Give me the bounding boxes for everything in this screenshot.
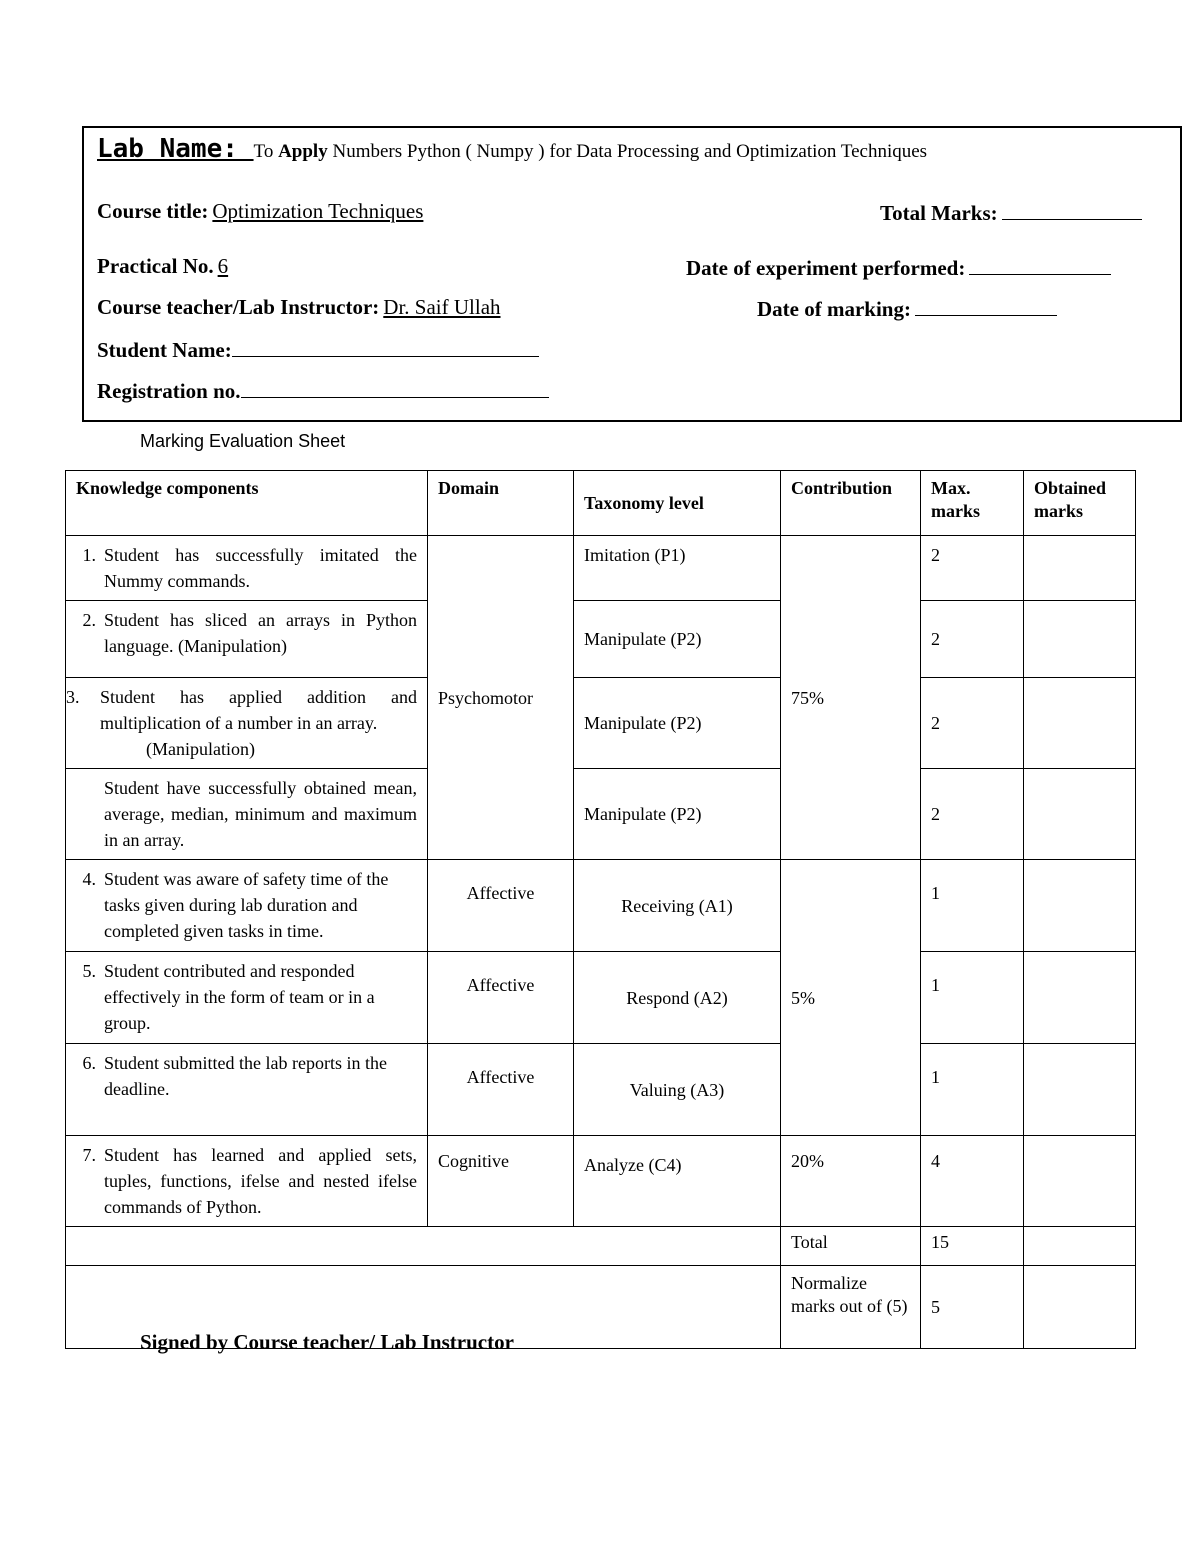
lab-name-line (97, 134, 927, 164)
total-value: 15 (921, 1227, 1024, 1266)
table-header-row (66, 471, 1136, 536)
total-marks-line (880, 199, 1142, 226)
registration-label: Registration no. (97, 379, 241, 403)
row-number: 7. (82, 1145, 96, 1165)
taxonomy-cell: Manipulate (P2) (574, 678, 781, 769)
row-text: Student has learned and applied sets, tuples, functions, ifelse and nested ifelse commands of Python. (104, 1145, 417, 1217)
domain-cell: Affective (428, 860, 574, 952)
table-row (66, 1136, 1136, 1227)
table-row (66, 536, 1136, 601)
obtained-marks-cell[interactable] (1024, 1136, 1136, 1227)
teacher-label: Course teacher/Lab Instructor: (97, 295, 380, 319)
row-text-extra: (Manipulation) (146, 739, 255, 759)
total-row (66, 1227, 1136, 1266)
practical-no-line (97, 254, 228, 279)
date-marking-blank[interactable] (915, 295, 1057, 316)
total-marks-label: Total Marks: (880, 201, 998, 225)
row-text: Student has applied addition and multiplication of a number in an array. (100, 687, 417, 733)
table-row (66, 952, 1136, 1044)
taxonomy-cell: Valuing (A3) (574, 1044, 781, 1136)
registration-line (97, 377, 549, 404)
knowledge-cell (66, 769, 428, 860)
table-row (66, 769, 1136, 860)
domain-cell: Cognitive (428, 1136, 574, 1227)
date-performed-blank[interactable] (969, 254, 1111, 275)
header-knowledge: Knowledge components (66, 471, 428, 536)
taxonomy-cell: Manipulate (P2) (574, 769, 781, 860)
total-marks-blank[interactable] (1002, 199, 1142, 220)
max-marks-cell: 1 (921, 1044, 1024, 1136)
knowledge-cell (66, 601, 428, 678)
header-obtained-marks: Obtained marks (1024, 471, 1136, 536)
student-name-blank[interactable] (232, 336, 539, 357)
practical-no-label: Practical No. (97, 254, 214, 278)
taxonomy-cell: Manipulate (P2) (574, 601, 781, 678)
row-number (76, 775, 104, 853)
row-number: 4. (82, 869, 96, 889)
student-name-label: Student Name: (97, 338, 232, 362)
lab-name-prefix: To (253, 141, 279, 162)
domain-psychomotor: Psychomotor (428, 536, 574, 860)
row-text: Student have successfully obtained mean, average, median, minimum and maximum in an array. (104, 778, 417, 850)
row-text: Student has sliced an arrays in Python language. (Manipulation) (104, 610, 417, 656)
row-text: Student was aware of safety time of the tasks given during lab duration and completed given tasks in time. (104, 869, 389, 941)
date-performed-line (686, 254, 1111, 281)
knowledge-cell (66, 678, 428, 769)
row-text: Student contributed and responded effectively in the form of team or in a group. (104, 961, 375, 1033)
taxonomy-cell: Respond (A2) (574, 952, 781, 1044)
header-taxonomy: Taxonomy level (574, 471, 781, 536)
row-text: Student submitted the lab reports in the deadline. (104, 1053, 387, 1099)
contribution-cell: 20% (781, 1136, 921, 1227)
obtained-marks-cell[interactable] (1024, 601, 1136, 678)
row-number: 3. (66, 687, 80, 707)
lab-name-bold: Apply (278, 141, 328, 162)
domain-cell: Affective (428, 952, 574, 1044)
normalize-label: Normalize marks out of (5) (781, 1266, 921, 1349)
table-row (66, 1044, 1136, 1136)
total-empty-cell (66, 1227, 781, 1266)
signed-by: Signed by Course teacher/ Lab Instructor (140, 1330, 514, 1354)
date-marking-label: Date of marking: (757, 297, 911, 321)
obtained-marks-cell[interactable] (1024, 952, 1136, 1044)
domain-cell: Affective (428, 1044, 574, 1136)
teacher-line (97, 295, 501, 320)
knowledge-cell (66, 1044, 428, 1136)
row-number: 5. (82, 961, 96, 981)
table-row (66, 860, 1136, 952)
knowledge-cell (66, 952, 428, 1044)
total-label: Total (781, 1227, 921, 1266)
max-marks-cell: 2 (921, 678, 1024, 769)
marking-table (65, 470, 1136, 1349)
max-marks-cell: 1 (921, 860, 1024, 952)
obtained-marks-cell[interactable] (1024, 678, 1136, 769)
knowledge-cell (66, 1136, 428, 1227)
contribution-affective: 5% (781, 860, 921, 1136)
registration-blank[interactable] (241, 377, 549, 398)
header-domain: Domain (428, 471, 574, 536)
header-contribution: Contribution (781, 471, 921, 536)
obtained-marks-cell[interactable] (1024, 769, 1136, 860)
normalize-value: 5 (921, 1266, 1024, 1349)
obtained-marks-cell[interactable] (1024, 536, 1136, 601)
student-name-line (97, 336, 539, 363)
date-performed-label: Date of experiment performed: (686, 256, 966, 280)
normalize-obtained-cell[interactable] (1024, 1266, 1136, 1349)
teacher-value: Dr. Saif Ullah (383, 295, 501, 319)
course-title-line (97, 199, 423, 224)
total-obtained-cell[interactable] (1024, 1227, 1136, 1266)
row-number: 1. (82, 545, 96, 565)
max-marks-cell: 4 (921, 1136, 1024, 1227)
course-title-value: Optimization Techniques (212, 199, 424, 223)
max-marks-cell: 2 (921, 536, 1024, 601)
row-number: 6. (82, 1053, 96, 1073)
taxonomy-cell: Receiving (A1) (574, 860, 781, 952)
max-marks-cell: 1 (921, 952, 1024, 1044)
max-marks-cell: 2 (921, 601, 1024, 678)
row-number: 2. (82, 610, 96, 630)
lab-name-rest: Numbers Python ( Numpy ) for Data Processing and Optimization Techniques (327, 141, 928, 162)
table-row (66, 601, 1136, 678)
table-row (66, 678, 1136, 769)
course-title-label: Course title: (97, 199, 209, 223)
row-text: Student has successfully imitated the Nummy commands. (104, 545, 417, 591)
practical-no-value: 6 (217, 254, 229, 278)
contribution-psychomotor: 75% (781, 536, 921, 860)
lab-name-label: Lab Name: (97, 134, 254, 164)
knowledge-cell (66, 536, 428, 601)
sheet-caption: Marking Evaluation Sheet (140, 431, 346, 451)
max-marks-cell: 2 (921, 769, 1024, 860)
obtained-marks-cell[interactable] (1024, 860, 1136, 952)
date-marking-line (757, 295, 1057, 322)
knowledge-cell (66, 860, 428, 952)
obtained-marks-cell[interactable] (1024, 1044, 1136, 1136)
taxonomy-cell: Imitation (P1) (574, 536, 781, 601)
taxonomy-cell: Analyze (C4) (574, 1136, 781, 1227)
header-max-marks: Max. marks (921, 471, 1024, 536)
